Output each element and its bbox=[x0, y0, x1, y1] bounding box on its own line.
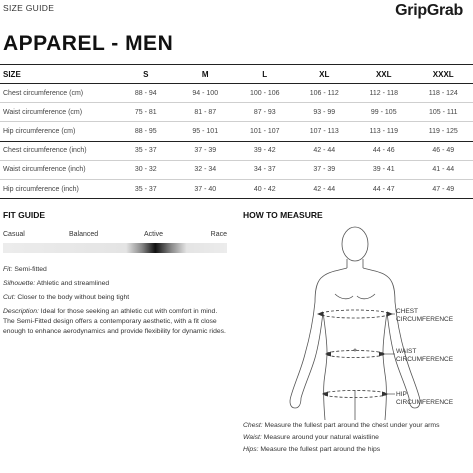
table-cell: 106 - 112 bbox=[295, 84, 355, 103]
chest-note-text: Measure the fullest part around the chest under your arms bbox=[264, 422, 440, 429]
table-cell: 107 - 113 bbox=[295, 122, 355, 141]
table-cell: 34 - 37 bbox=[235, 160, 295, 179]
table-header-row bbox=[0, 65, 473, 84]
table-cell: 95 - 101 bbox=[176, 122, 236, 141]
hips-note-label: Hips: bbox=[243, 445, 259, 453]
row-label: Waist circumference (cm) bbox=[0, 103, 116, 122]
silhouette-line bbox=[3, 279, 235, 289]
description-value: Ideal for those seeking an athletic cut with comfort in mind. The Semi-Fitted design offers a contemporary aesthetic, with a fit close enough to enhance aerodynamics and provide flexibility for dynamic rides. bbox=[3, 308, 226, 335]
table-cell: 88 - 95 bbox=[116, 122, 176, 141]
fit-label: Fit: bbox=[3, 266, 13, 273]
table-cell: 113 - 119 bbox=[354, 122, 414, 141]
table-cell: 99 - 105 bbox=[354, 103, 414, 122]
column-header: M bbox=[176, 65, 236, 84]
cut-line bbox=[3, 293, 235, 303]
table-cell: 118 - 124 bbox=[414, 84, 473, 103]
size-guide-label: SIZE GUIDE bbox=[3, 3, 55, 13]
table-cell: 42 - 44 bbox=[295, 141, 355, 160]
column-header: SIZE bbox=[0, 65, 116, 84]
table-row bbox=[0, 179, 473, 198]
waist-circumference-label: WAIST CIRCUMFERENCE bbox=[396, 348, 454, 364]
fit-scale-casual: Casual bbox=[3, 231, 25, 238]
table-row bbox=[0, 84, 473, 103]
description-paragraph bbox=[3, 307, 229, 337]
body-figure bbox=[243, 222, 473, 420]
table-cell: 44 - 46 bbox=[354, 141, 414, 160]
table-cell: 39 - 41 bbox=[354, 160, 414, 179]
table-row bbox=[0, 141, 473, 160]
chest-note-label: Chest: bbox=[243, 422, 263, 429]
waist-note-label: Waist: bbox=[243, 433, 262, 441]
table-cell: 37 - 40 bbox=[176, 179, 236, 198]
table-cell: 112 - 118 bbox=[354, 84, 414, 103]
table-cell: 32 - 34 bbox=[176, 160, 236, 179]
fit-scale-race: Race bbox=[210, 231, 227, 238]
hips-note bbox=[243, 445, 469, 455]
table-cell: 75 - 81 bbox=[116, 103, 176, 122]
table-cell: 101 - 107 bbox=[235, 122, 295, 141]
table-cell: 87 - 93 bbox=[235, 103, 295, 122]
table-row bbox=[0, 103, 473, 122]
fit-line bbox=[3, 265, 235, 275]
measure-notes bbox=[243, 421, 469, 457]
table-cell: 105 - 111 bbox=[414, 103, 473, 122]
row-label: Hip circumference (inch) bbox=[0, 179, 116, 198]
row-label: Waist circumference (inch) bbox=[0, 160, 116, 179]
table-cell: 42 - 44 bbox=[295, 179, 355, 198]
table-cell: 39 - 42 bbox=[235, 141, 295, 160]
table-cell: 119 - 125 bbox=[414, 122, 473, 141]
fit-scale-active: Active bbox=[144, 231, 164, 238]
table-cell: 81 - 87 bbox=[176, 103, 236, 122]
fit-scale-balanced: Balanced bbox=[69, 231, 99, 238]
column-header: XXL bbox=[354, 65, 414, 84]
brand-logo: GripGrab bbox=[395, 2, 463, 19]
how-to-measure-title: HOW TO MEASURE bbox=[243, 210, 323, 220]
row-label: Chest circumference (cm) bbox=[0, 84, 116, 103]
waist-note-text: Measure around your natural waistline bbox=[263, 433, 379, 441]
silhouette-label: Silhouette: bbox=[3, 280, 36, 287]
description-label: Description: bbox=[3, 308, 39, 315]
table-cell: 44 - 47 bbox=[354, 179, 414, 198]
table-row bbox=[0, 160, 473, 179]
table-cell: 46 - 49 bbox=[414, 141, 473, 160]
fit-value: Semi-fitted bbox=[14, 266, 47, 273]
fit-scale-bar bbox=[3, 243, 227, 253]
waist-note bbox=[243, 433, 469, 443]
table-cell: 35 - 37 bbox=[116, 179, 176, 198]
silhouette-value: Athletic and streamlined bbox=[36, 280, 110, 287]
chest-note bbox=[243, 421, 469, 431]
size-table bbox=[0, 64, 473, 199]
table-cell: 93 - 99 bbox=[295, 103, 355, 122]
hips-note-text: Measure the fullest part around the hips bbox=[260, 445, 381, 453]
table-cell: 40 - 42 bbox=[235, 179, 295, 198]
table-cell: 100 - 106 bbox=[235, 84, 295, 103]
table-cell: 37 - 39 bbox=[176, 141, 236, 160]
column-header: S bbox=[116, 65, 176, 84]
table-cell: 47 - 49 bbox=[414, 179, 473, 198]
hip-circumference-label: HIP CIRCUMFERENCE bbox=[396, 391, 454, 407]
column-header: L bbox=[235, 65, 295, 84]
column-header: XXXL bbox=[414, 65, 473, 84]
table-row bbox=[0, 122, 473, 141]
cut-value: Closer to the body without being tight bbox=[17, 294, 130, 301]
table-cell: 88 - 94 bbox=[116, 84, 176, 103]
table-cell: 35 - 37 bbox=[116, 141, 176, 160]
fit-guide-title: FIT GUIDE bbox=[3, 210, 46, 220]
chest-circumference-label: CHEST CIRCUMFERENCE bbox=[396, 308, 454, 324]
table-cell: 37 - 39 bbox=[295, 160, 355, 179]
cut-label: Cut: bbox=[3, 294, 16, 301]
table-cell: 30 - 32 bbox=[116, 160, 176, 179]
row-label: Hip circumference (cm) bbox=[0, 122, 116, 141]
column-header: XL bbox=[295, 65, 355, 84]
row-label: Chest circumference (inch) bbox=[0, 141, 116, 160]
page-title: APPAREL - MEN bbox=[3, 32, 174, 55]
table-cell: 41 - 44 bbox=[414, 160, 473, 179]
table-cell: 94 - 100 bbox=[176, 84, 236, 103]
